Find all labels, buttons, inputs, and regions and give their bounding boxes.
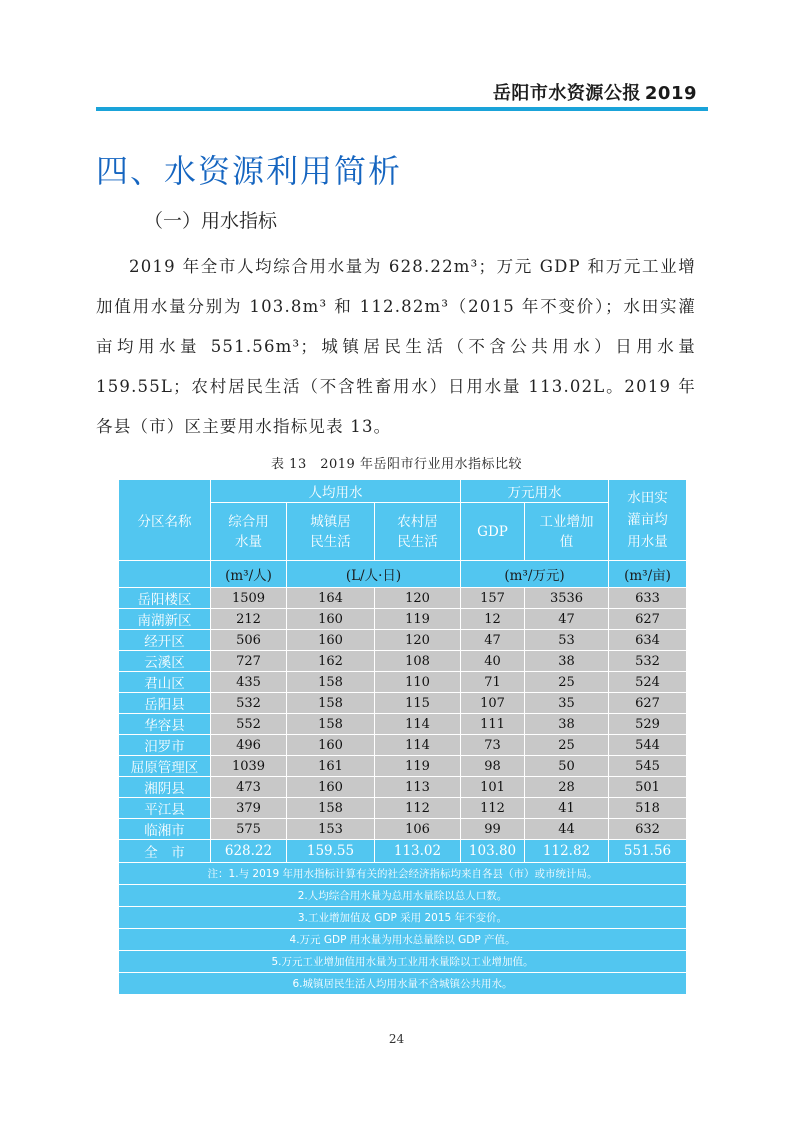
table-note: 4.万元 GDP 用水量为用水总量除以 GDP 产值。 — [119, 929, 687, 951]
note-row — [119, 863, 687, 885]
cell-industry: 44 — [525, 819, 609, 840]
cell-paddy: 632 — [609, 819, 687, 840]
unit-paddy: (m³/亩) — [609, 561, 687, 588]
cell-rural: 119 — [375, 609, 461, 630]
table-row — [119, 651, 687, 672]
cell-gdp: 112 — [461, 798, 525, 819]
cell-rural: 114 — [375, 735, 461, 756]
page-number: 24 — [388, 1032, 405, 1046]
cell-urban: 158 — [287, 714, 375, 735]
body-paragraph: 2019 年全市人均综合用水量为 628.22m³；万元 GDP 和万元工业增加值用水量分别为 103.8m³ 和 112.82m³（2015 年不变价）；水田实灌亩均用水量 551.56m³；城镇居民生活（不含公共用水）日用水量 159.55L；农村居民生活（不含牲畜用水）日用水量 113.02L。2019 年各县（市）区主要用水指标见表 13。 — [96, 257, 696, 436]
cell-industry: 41 — [525, 798, 609, 819]
table-row — [119, 798, 687, 819]
table-note: 注：1.与 2019 年用水指标计算有关的社会经济指标均来自各县（市）或市统计局。 — [119, 863, 687, 885]
cell-paddy: 544 — [609, 735, 687, 756]
table-row — [119, 735, 687, 756]
header-district: 分区名称 — [119, 480, 211, 561]
cell-gdp: 40 — [461, 651, 525, 672]
cell-gdp: 99 — [461, 819, 525, 840]
row-district-name: 汨罗市 — [119, 735, 211, 756]
total-gdp: 103.80 — [461, 840, 525, 863]
table-note: 5.万元工业增加值用水量为工业用水量除以工业增加值。 — [119, 951, 687, 973]
cell-rural: 106 — [375, 819, 461, 840]
cell-industry: 25 — [525, 672, 609, 693]
section-title: 四、水资源利用简析 — [96, 152, 403, 190]
cell-gdp: 107 — [461, 693, 525, 714]
cell-composite: 379 — [211, 798, 287, 819]
cell-rural: 112 — [375, 798, 461, 819]
cell-industry: 28 — [525, 777, 609, 798]
header-row-groups — [119, 480, 687, 503]
cell-rural: 120 — [375, 630, 461, 651]
cell-paddy: 501 — [609, 777, 687, 798]
total-paddy: 551.56 — [609, 840, 687, 863]
row-district-name: 云溪区 — [119, 651, 211, 672]
note-row — [119, 885, 687, 907]
cell-urban: 164 — [287, 588, 375, 609]
table-note: 3.工业增加值及 GDP 采用 2015 年不变价。 — [119, 907, 687, 929]
cell-industry: 38 — [525, 714, 609, 735]
header-wanyuan: 万元用水 — [461, 480, 609, 503]
cell-paddy: 627 — [609, 609, 687, 630]
row-district-name: 华容县 — [119, 714, 211, 735]
header-gdp: GDP — [461, 503, 525, 561]
cell-composite: 506 — [211, 630, 287, 651]
body-text — [96, 247, 696, 447]
cell-composite: 473 — [211, 777, 287, 798]
cell-gdp: 157 — [461, 588, 525, 609]
cell-rural: 119 — [375, 756, 461, 777]
cell-composite: 1509 — [211, 588, 287, 609]
cell-composite: 532 — [211, 693, 287, 714]
unit-wanyuan: (m³/万元) — [461, 561, 609, 588]
subsection-title: （一）用水指标 — [144, 210, 278, 232]
header-urban: 城镇居民生活 — [287, 503, 375, 561]
cell-gdp: 101 — [461, 777, 525, 798]
header-per-capita: 人均用水 — [211, 480, 461, 503]
table-notes — [119, 863, 687, 995]
cell-urban: 158 — [287, 693, 375, 714]
cell-paddy: 633 — [609, 588, 687, 609]
cell-composite: 212 — [211, 609, 287, 630]
cell-industry: 35 — [525, 693, 609, 714]
total-urban: 159.55 — [287, 840, 375, 863]
cell-rural: 110 — [375, 672, 461, 693]
cell-paddy: 545 — [609, 756, 687, 777]
cell-rural: 120 — [375, 588, 461, 609]
unit-residential: (L/人·日) — [287, 561, 461, 588]
header-title: 岳阳市水资源公报 — [492, 83, 641, 104]
table-row — [119, 777, 687, 798]
note-row — [119, 951, 687, 973]
cell-paddy: 524 — [609, 672, 687, 693]
cell-industry: 38 — [525, 651, 609, 672]
cell-industry: 25 — [525, 735, 609, 756]
row-district-name: 屈原管理区 — [119, 756, 211, 777]
cell-urban: 160 — [287, 630, 375, 651]
table-row — [119, 630, 687, 651]
total-name: 全 市 — [119, 840, 211, 863]
total-composite: 628.22 — [211, 840, 287, 863]
header-composite: 综合用水量 — [211, 503, 287, 561]
cell-composite: 1039 — [211, 756, 287, 777]
cell-paddy: 532 — [609, 651, 687, 672]
unit-district — [119, 561, 211, 588]
cell-industry: 47 — [525, 609, 609, 630]
cell-paddy: 634 — [609, 630, 687, 651]
cell-gdp: 111 — [461, 714, 525, 735]
table-row — [119, 819, 687, 840]
table-row — [119, 693, 687, 714]
cell-urban: 161 — [287, 756, 375, 777]
note-row — [119, 929, 687, 951]
note-row — [119, 907, 687, 929]
row-district-name: 岳阳县 — [119, 693, 211, 714]
cell-urban: 153 — [287, 819, 375, 840]
header-paddy: 水田实灌亩均用水量 — [609, 480, 687, 561]
header-rural: 农村居民生活 — [375, 503, 461, 561]
cell-composite: 552 — [211, 714, 287, 735]
table-row-total — [119, 840, 687, 863]
row-district-name: 湘阴县 — [119, 777, 211, 798]
cell-composite: 575 — [211, 819, 287, 840]
header-industry: 工业增加值 — [525, 503, 609, 561]
cell-rural: 113 — [375, 777, 461, 798]
cell-urban: 158 — [287, 672, 375, 693]
cell-urban: 162 — [287, 651, 375, 672]
total-rural: 113.02 — [375, 840, 461, 863]
cell-industry: 50 — [525, 756, 609, 777]
cell-composite: 435 — [211, 672, 287, 693]
cell-gdp: 47 — [461, 630, 525, 651]
cell-rural: 108 — [375, 651, 461, 672]
cell-composite: 727 — [211, 651, 287, 672]
cell-gdp: 12 — [461, 609, 525, 630]
cell-paddy: 529 — [609, 714, 687, 735]
unit-composite: (m³/人) — [211, 561, 287, 588]
header-year: 2019 — [644, 83, 697, 104]
cell-paddy: 627 — [609, 693, 687, 714]
cell-urban: 158 — [287, 798, 375, 819]
cell-rural: 115 — [375, 693, 461, 714]
row-district-name: 岳阳楼区 — [119, 588, 211, 609]
table-note: 2.人均综合用水量为总用水量除以总人口数。 — [119, 885, 687, 907]
table-row — [119, 588, 687, 609]
row-district-name: 君山区 — [119, 672, 211, 693]
table-body — [119, 588, 687, 840]
cell-gdp: 73 — [461, 735, 525, 756]
row-district-name: 南湖新区 — [119, 609, 211, 630]
table-row — [119, 672, 687, 693]
header-row-units — [119, 561, 687, 588]
cell-gdp: 71 — [461, 672, 525, 693]
table-row — [119, 609, 687, 630]
row-district-name: 平江县 — [119, 798, 211, 819]
header-rule — [96, 107, 708, 111]
cell-urban: 160 — [287, 609, 375, 630]
cell-composite: 496 — [211, 735, 287, 756]
cell-gdp: 98 — [461, 756, 525, 777]
cell-rural: 114 — [375, 714, 461, 735]
table-caption: 表 13 2019 年岳阳市行业用水指标比较 — [271, 457, 522, 472]
report-header — [493, 79, 697, 105]
cell-industry: 3536 — [525, 588, 609, 609]
table-row — [119, 756, 687, 777]
note-row — [119, 973, 687, 995]
table-note: 6.城镇居民生活人均用水量不含城镇公共用水。 — [119, 973, 687, 995]
cell-paddy: 518 — [609, 798, 687, 819]
water-use-table — [118, 479, 687, 995]
total-industry: 112.82 — [525, 840, 609, 863]
cell-urban: 160 — [287, 777, 375, 798]
row-district-name: 临湘市 — [119, 819, 211, 840]
row-district-name: 经开区 — [119, 630, 211, 651]
cell-urban: 160 — [287, 735, 375, 756]
cell-industry: 53 — [525, 630, 609, 651]
table-row — [119, 714, 687, 735]
